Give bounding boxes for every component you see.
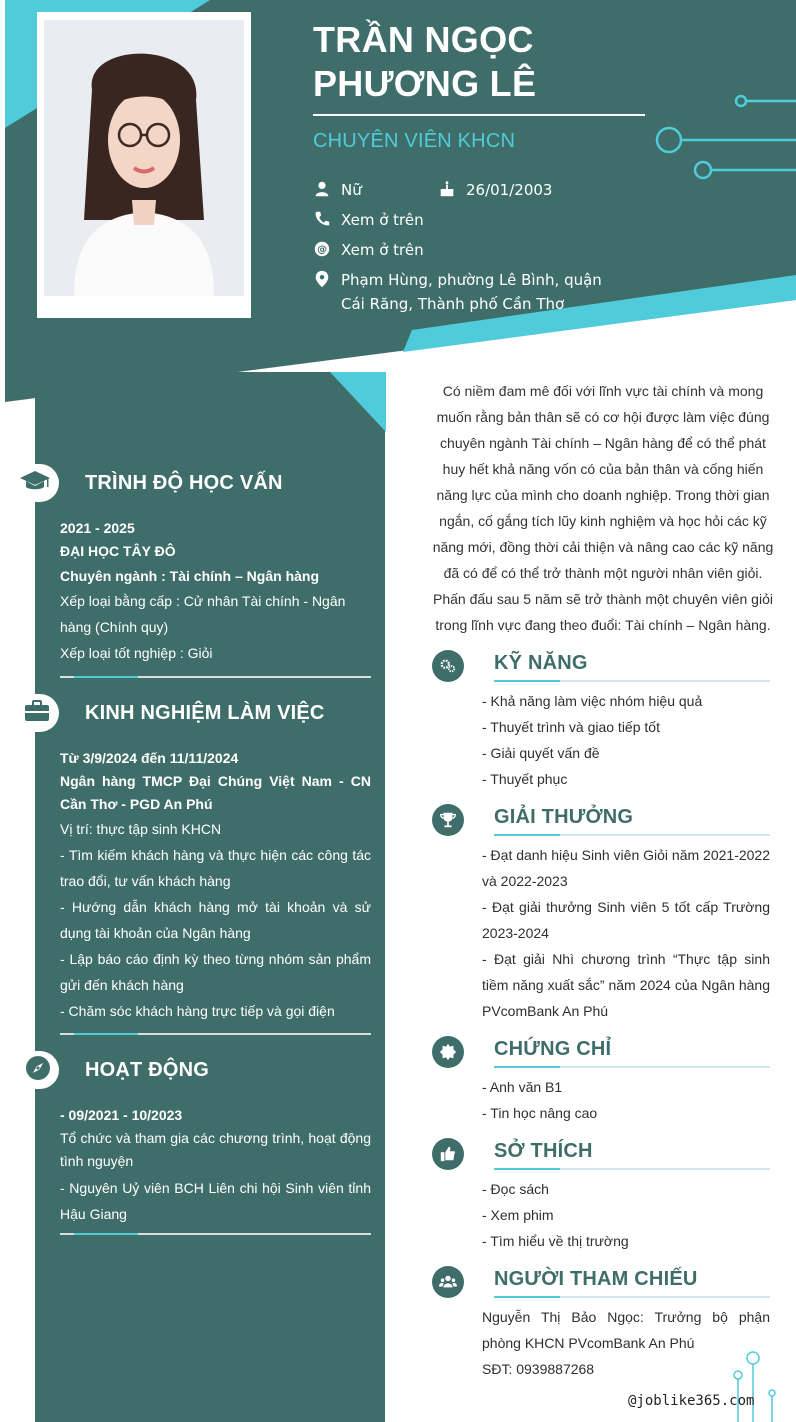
birthday-row bbox=[436, 178, 552, 202]
thumbs-up-icon bbox=[432, 1138, 464, 1170]
education-degree: Xếp loại bằng cấp : Cử nhân Tài chính - Ngân hàng (Chính quy) bbox=[60, 593, 346, 635]
svg-text:@: @ bbox=[317, 244, 327, 256]
reference-item: Nguyễn Thị Bảo Ngọc: Trưởng bộ phận phòng KHCN PVcomBank An Phú bbox=[482, 1309, 770, 1351]
career-objective: Có niềm đam mê đối với lĩnh vực tài chính và mong muốn rằng bản thân sẽ có cơ hội được làm việc đúng chuyên ngành Tài chính – Ngân hàng để có thể phát huy hết khả năng vốn có của bản thân và cống hiến năng lực của mình cho doanh nghiệp. Trong thời gian ngắn, cố gắng tích lũy kinh nghiệm và học hỏi các kỹ năng mới, đồng thời cải thiện và nâng cao các kỹ năng đã có để có thể trở thành một người nhân viên giỏi. Phấn đấu sau 5 năm sẽ trở thành một chuyên viên giỏi trong lĩnh vực đang theo đuổi: Tài chính – Ngân hàng. bbox=[432, 383, 774, 633]
at-icon bbox=[311, 238, 333, 260]
email-value[interactable]: Xem ở trên bbox=[341, 241, 424, 259]
award-item: - Đạt giải thưởng Sinh viên 5 tốt cấp Trường 2023-2024 bbox=[482, 899, 770, 941]
reference-item: SĐT: 0939887268 bbox=[482, 1361, 595, 1377]
education-heading bbox=[5, 464, 283, 502]
compass-icon bbox=[25, 1055, 51, 1086]
briefcase-icon bbox=[23, 699, 51, 728]
education-divider bbox=[60, 676, 371, 678]
profile-photo bbox=[44, 20, 244, 296]
awards-title: GIẢI THƯỞNG bbox=[494, 806, 634, 828]
skills-section bbox=[432, 650, 770, 792]
experience-divider bbox=[60, 1033, 371, 1035]
certificate-badge-icon bbox=[432, 1036, 464, 1068]
certificate-item: - Anh văn B1 bbox=[482, 1079, 563, 1095]
experience-task: - Hướng dẫn khách hàng mở tài khoản và sử dụng tài khoản của Ngân hàng bbox=[60, 899, 371, 941]
experience-period: Từ 3/9/2024 đến 11/11/2024 bbox=[60, 750, 239, 766]
certificates-section bbox=[432, 1036, 770, 1126]
hobby-item: - Tìm hiểu về thị trường bbox=[482, 1233, 629, 1249]
activity-item: Tổ chức và tham gia các chương trình, hoạt động tình nguyện bbox=[60, 1130, 371, 1169]
person-icon bbox=[311, 178, 333, 200]
experience-heading bbox=[5, 694, 325, 732]
skills-title: KỸ NĂNG bbox=[494, 652, 588, 674]
location-pin-icon bbox=[311, 268, 333, 290]
phone-value[interactable]: Xem ở trên bbox=[341, 211, 424, 229]
activities-period: - 09/2021 - 10/2023 bbox=[60, 1107, 183, 1123]
education-school: ĐẠI HỌC TÂY ĐÔ bbox=[60, 543, 176, 559]
education-title: TRÌNH ĐỘ HỌC VẤN bbox=[85, 471, 283, 494]
people-icon bbox=[432, 1266, 464, 1298]
skill-item: - Thuyết trình và giao tiếp tốt bbox=[482, 719, 660, 735]
award-item: - Đạt danh hiệu Sinh viên Giỏi năm 2021-2022 và 2022-2023 bbox=[482, 847, 770, 889]
education-block bbox=[60, 517, 371, 666]
certificate-item: - Tin học nâng cao bbox=[482, 1105, 598, 1121]
watermark: @joblike365.com bbox=[628, 1393, 755, 1409]
references-title: NGƯỜI THAM CHIẾU bbox=[494, 1268, 698, 1290]
circuit-decoration bbox=[728, 1348, 796, 1422]
email-row bbox=[311, 238, 424, 262]
activities-heading bbox=[5, 1051, 209, 1089]
experience-block bbox=[60, 747, 371, 1024]
cake-icon bbox=[436, 178, 458, 200]
activity-item: - Nguyên Uỷ viên BCH Liên chi hội Sinh viên tỉnh Hậu Giang bbox=[60, 1180, 371, 1222]
award-item: - Đạt giải Nhì chương trình “Thực tập sinh tiềm năng xuất sắc” năm 2024 của Ngân hàng PVcomBank An Phú bbox=[482, 951, 770, 1019]
experience-position: Vị trí: thực tập sinh KHCN bbox=[60, 821, 222, 837]
experience-company: Ngân hàng TMCP Đại Chúng Việt Nam - CN Cần Thơ - PGD An Phú bbox=[60, 773, 371, 812]
phone-row bbox=[311, 208, 424, 232]
education-period: 2021 - 2025 bbox=[60, 520, 135, 536]
skill-item: - Giải quyết vấn đề bbox=[482, 745, 600, 761]
hobbies-title: SỞ THÍCH bbox=[494, 1140, 593, 1162]
job-title: CHUYÊN VIÊN KHCN bbox=[313, 130, 516, 152]
skill-item: - Thuyết phục bbox=[482, 771, 568, 787]
hobbies-section bbox=[432, 1138, 770, 1254]
birthday-value: 26/01/2003 bbox=[466, 181, 553, 199]
name-divider bbox=[313, 114, 645, 116]
hobby-item: - Đọc sách bbox=[482, 1181, 549, 1197]
address-value bbox=[341, 268, 602, 316]
name-line-2: PHƯƠNG LÊ bbox=[313, 63, 537, 104]
experience-task: - Lập báo cáo định kỳ theo từng nhóm sản phẩm gửi đến khách hàng bbox=[60, 951, 371, 993]
hobby-item: - Xem phim bbox=[482, 1207, 554, 1223]
activities-title: HOẠT ĐỘNG bbox=[85, 1058, 210, 1081]
gears-icon bbox=[432, 650, 464, 682]
experience-task: - Tìm kiếm khách hàng và thực hiện các công tác trao đổi, tư vấn khách hàng bbox=[60, 847, 371, 889]
candidate-name bbox=[313, 18, 613, 106]
education-major: Chuyên ngành : Tài chính – Ngân hàng bbox=[60, 568, 320, 584]
graduation-cap-icon bbox=[19, 469, 51, 498]
experience-task: - Chăm sóc khách hàng trực tiếp và gọi điện bbox=[60, 1003, 335, 1019]
skill-item: - Khả năng làm việc nhóm hiệu quả bbox=[482, 693, 703, 709]
trophy-icon bbox=[432, 804, 464, 836]
education-grade: Xếp loại tốt nghiệp : Giỏi bbox=[60, 645, 213, 661]
address-line-1: Phạm Hùng, phường Lê Bình, quận bbox=[341, 271, 602, 289]
references-section bbox=[432, 1266, 770, 1382]
name-line-1: TRẦN NGỌC bbox=[313, 19, 534, 60]
left-column-accent bbox=[330, 372, 386, 432]
address-line-2: Cái Răng, Thành phố Cần Thơ bbox=[341, 295, 565, 313]
phone-icon bbox=[311, 208, 333, 230]
certificates-title: CHỨNG CHỈ bbox=[494, 1038, 612, 1060]
awards-section bbox=[432, 804, 770, 1024]
gender-row bbox=[311, 178, 362, 202]
address-row bbox=[311, 268, 602, 316]
activities-block bbox=[60, 1104, 371, 1227]
gender-value: Nữ bbox=[341, 181, 362, 199]
activities-divider bbox=[60, 1233, 371, 1235]
experience-title: KINH NGHIỆM LÀM VIỆC bbox=[85, 701, 325, 724]
